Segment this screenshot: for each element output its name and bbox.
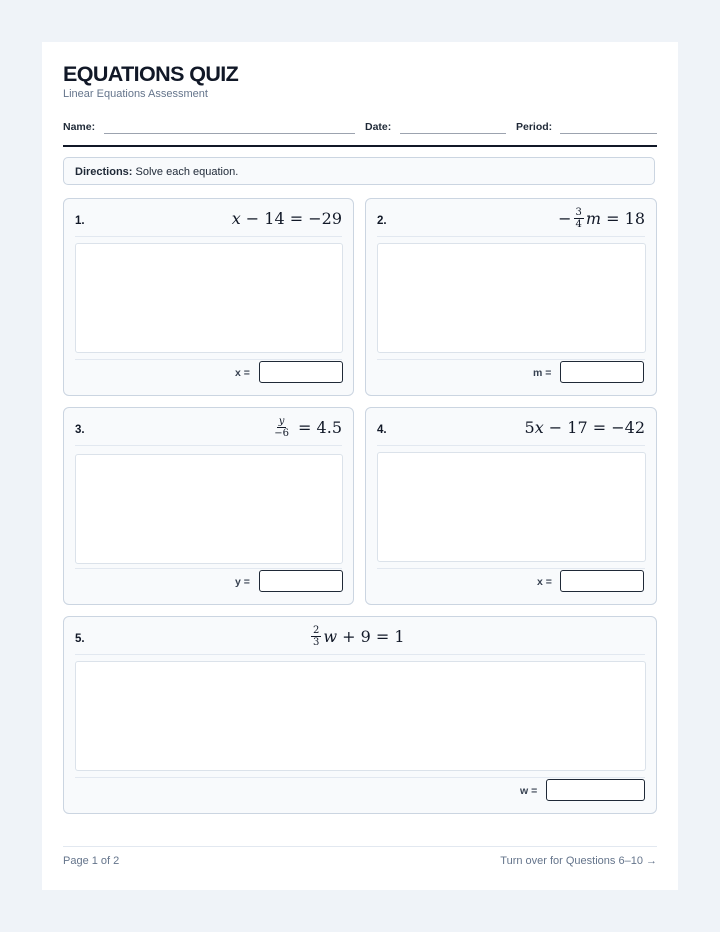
work-area[interactable] [75,454,343,564]
question-number: 2. [377,215,387,227]
question-divider [75,445,342,446]
equation-variable: m [585,209,602,228]
name-label: Name: [63,121,96,133]
header-divider [63,145,657,147]
question-divider [75,654,645,655]
equation-rest: − 17 = −42 [543,418,645,437]
equation-fraction [311,625,321,648]
fraction-numerator: y [278,416,285,427]
fraction-denominator: −6 [274,428,289,439]
equation-variable: x [231,209,241,228]
answer-box[interactable] [259,361,343,383]
fraction-numerator: 3 [575,207,582,218]
quiz-subtitle: Linear Equations Assessment [63,88,208,100]
work-area[interactable] [377,243,646,353]
equation [270,416,342,439]
answer-label: y = [235,576,250,588]
equation-rest: − 14 = −29 [240,209,342,228]
directions-label: Directions: [75,166,133,178]
period-label: Period: [516,121,553,133]
equation [558,207,645,230]
fraction-denominator: 4 [575,219,582,230]
question-divider [377,445,645,446]
question-divider [377,236,645,237]
footer-divider [63,846,657,847]
equation-rest: + 9 = 1 [337,627,405,646]
directions-text: Solve each equation. [132,166,239,178]
answer-divider [377,568,645,569]
answer-label: m = [533,367,552,379]
answer-box[interactable] [259,570,343,592]
date-field[interactable] [400,133,506,134]
equation-rest: = 4.5 [292,418,342,437]
question-card-3 [63,407,354,605]
quiz-sheet [42,42,678,890]
answer-label: x = [537,576,552,588]
answer-divider [75,568,342,569]
period-field[interactable] [560,133,657,134]
work-area[interactable] [75,243,343,353]
answer-divider [75,359,342,360]
answer-label: x = [235,367,250,379]
directions-box [63,157,655,185]
question-number: 4. [377,424,387,436]
equation-fraction [272,416,291,439]
answer-divider [377,359,645,360]
question-card-1 [63,198,354,396]
answer-box[interactable] [560,361,644,383]
turn-over-note: Turn over for Questions 6–10 → [500,855,657,867]
page-indicator: Page 1 of 2 [63,855,120,867]
question-card-4 [365,407,657,605]
equation-variable: x [534,418,544,437]
fraction-denominator: 3 [313,637,320,648]
quiz-title: EQUATIONS QUIZ [63,62,239,86]
equation [525,418,646,437]
equation [232,209,342,228]
question-card-5 [63,616,657,814]
date-label: Date: [365,121,392,133]
equation-variable: w [323,627,338,646]
question-divider [75,236,342,237]
student-info-row [63,121,657,137]
question-number: 5. [75,633,85,645]
equation-rest: = 18 [601,209,645,228]
question-number: 3. [75,424,85,436]
fraction-numerator: 2 [313,625,320,636]
work-area[interactable] [377,452,646,562]
equation-sign: − [558,209,572,228]
answer-box[interactable] [560,570,644,592]
answer-box[interactable] [546,779,645,801]
equation-fraction [574,207,584,230]
equation-coefficient: 5 [524,418,535,437]
name-field[interactable] [104,133,355,134]
question-card-2 [365,198,657,396]
work-area[interactable] [75,661,646,771]
answer-label: w = [520,785,538,797]
equation [309,625,405,648]
question-number: 1. [75,215,85,227]
answer-divider [75,777,645,778]
